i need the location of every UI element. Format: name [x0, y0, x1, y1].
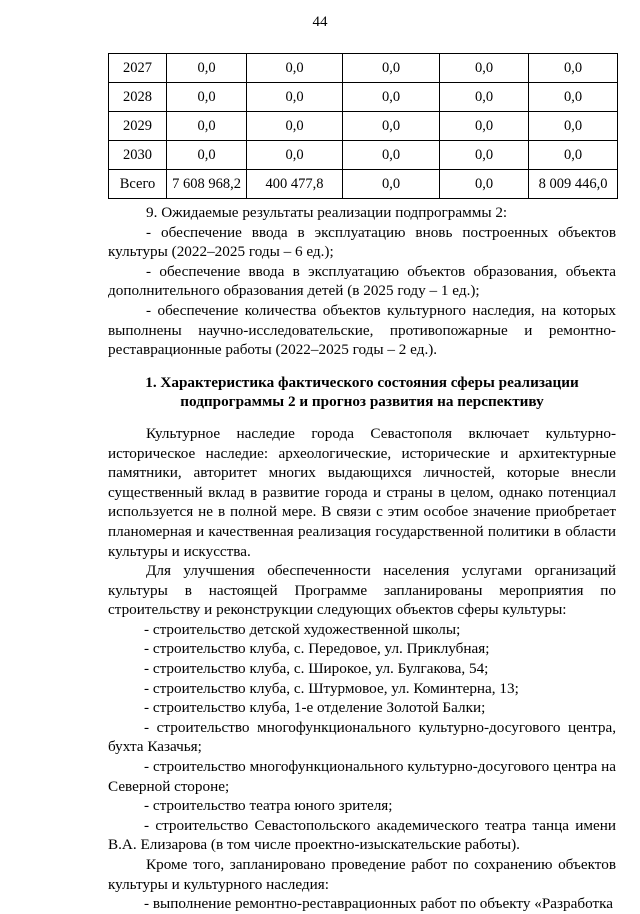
- section-title: [108, 373, 616, 412]
- table-cell-value: 400 477,8: [247, 170, 343, 199]
- table-cell-value: 0,0: [529, 54, 618, 83]
- results-item: - обеспечение ввода в эксплуатацию объектов образования, объекта дополнительного образования детей (в 2025 году – 1 ед.);: [108, 262, 616, 300]
- table-cell-value: 0,0: [343, 170, 440, 199]
- section-title-line1: 1. Характеристика фактического состояния сферы реализации: [145, 373, 579, 391]
- financing-table: [108, 53, 618, 199]
- table-cell-year: Всего: [109, 170, 167, 199]
- table-cell-year: 2029: [109, 112, 167, 141]
- preservation-item: - выполнение ремонтно-реставрационных работ по объекту «Разработка: [144, 895, 614, 913]
- table-cell-year: 2028: [109, 83, 167, 112]
- table-cell-value: 0,0: [529, 141, 618, 170]
- construction-item: - строительство клуба, с. Широкое, ул. Булгакова, 54;: [144, 660, 489, 678]
- table-cell-value: 0,0: [440, 83, 529, 112]
- table-cell-year: 2027: [109, 54, 167, 83]
- table-cell-value: 0,0: [247, 54, 343, 83]
- table-cell-value: 8 009 446,0: [529, 170, 618, 199]
- table-cell-value: 0,0: [247, 83, 343, 112]
- paragraph-preservation: Кроме того, запланировано проведение работ по сохранению объектов культуры и культурного наследия:: [108, 856, 616, 893]
- table-row: [109, 112, 618, 141]
- construction-item: - строительство клуба, с. Передовое, ул. Приклубная;: [144, 640, 490, 658]
- table-cell-value: 0,0: [440, 112, 529, 141]
- table-cell-value: 0,0: [167, 112, 247, 141]
- construction-item: - строительство многофункционального культурно-досугового центра, бухта Казачья;: [108, 718, 616, 756]
- table-cell-value: 0,0: [440, 54, 529, 83]
- table-cell-value: 0,0: [440, 141, 529, 170]
- table-cell-value: 0,0: [343, 83, 440, 112]
- table-cell-value: 0,0: [167, 83, 247, 112]
- table-cell-year: 2030: [109, 141, 167, 170]
- table-cell-value: 0,0: [529, 83, 618, 112]
- construction-item: - строительство многофункционального культурно-досугового центра на Северной стороне;: [108, 758, 616, 795]
- paragraph-improvement: Для улучшения обеспеченности населения услугами организаций культуры в настоящей Программе запланированы мероприятия по строительству и реконструкции следующих объектов сферы культуры:: [108, 562, 616, 619]
- document-body: [108, 203, 616, 914]
- results-item: - обеспечение ввода в эксплуатацию вновь построенных объектов культуры (2022–2025 годы – 6 ед.);: [108, 223, 616, 261]
- table-cell-value: 0,0: [343, 54, 440, 83]
- construction-item: - строительство театра юного зрителя;: [144, 797, 393, 815]
- section-title-line2: подпрограммы 2 и прогноз развития на перспективу: [180, 393, 544, 411]
- paragraph-heritage: Культурное наследие города Севастополя включает культурно-историческое наследие: археологические, исторические и архитектурные памятники, авторитет многих выдающихся личностей, которые внесли существенный вклад в развитие города и страны в целом, однако потенциал используется не в полной мере. В связи с этим особое значение приобретает планомерная и качественная реализация государственной политики в области культуры и искусства.: [108, 424, 616, 560]
- table-cell-value: 0,0: [343, 141, 440, 170]
- page-number: 44: [312, 14, 328, 30]
- table-cell-value: 0,0: [343, 112, 440, 141]
- table-row: [109, 83, 618, 112]
- construction-item: - строительство клуба, 1-е отделение Золотой Балки;: [144, 699, 486, 717]
- construction-item: - строительство детской художественной школы;: [144, 620, 461, 638]
- table-cell-value: 0,0: [247, 141, 343, 170]
- table-cell-value: 0,0: [167, 54, 247, 83]
- results-heading: 9. Ожидаемые результаты реализации подпрограммы 2:: [146, 204, 508, 221]
- table-row: [109, 141, 618, 170]
- table-row: [109, 170, 618, 199]
- table-cell-value: 0,0: [440, 170, 529, 199]
- table-cell-value: 0,0: [247, 112, 343, 141]
- results-item: - обеспечение количества объектов культурного наследия, на которых выполнены научно-исследовательские, противопожарные и ремонтно-реставрационные работы (2022–2025 годы – 2 ед.).: [108, 301, 616, 359]
- table-cell-value: 0,0: [529, 112, 618, 141]
- table-cell-value: 7 608 968,2: [167, 170, 247, 199]
- construction-item: - строительство клуба, с. Штурмовое, ул. Коминтерна, 13;: [144, 679, 519, 697]
- table-cell-value: 0,0: [167, 141, 247, 170]
- table-row: [109, 54, 618, 83]
- construction-item: - строительство Севастопольского академического театра танца имени В.А. Елизарова (в том числе проектно-изыскательские работы).: [108, 816, 616, 854]
